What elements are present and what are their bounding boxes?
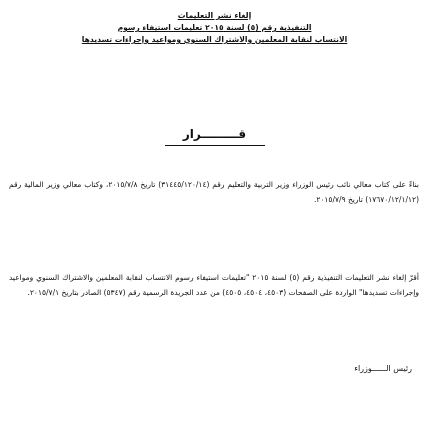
title-underline — [165, 145, 265, 146]
document-header — [8, 10, 421, 46]
preamble-paragraph: بناءً على كتاب معالي نائب رئيس الوزراء وزير التربية والتعليم رقم (٣١٤٤٥/١٢٠/١٤) تاريخ ٢٠١٥/٧/٨، وكتاب معالي وزير المالية رقم (١٧٦٧٠/١٢/١/١٢) تاريخ ٢٠١٥/٧/٩. — [9, 179, 419, 204]
decision-paragraph: أقرّ إلغاء نشر التعليمات التنفيذية رقم (٥) لسنة ٢٠١٥ "تعليمات استيفاء رسوم الانتساب لنقابة المعلمين والاشتراك السنوي ومواعيد وإجراءات تسديدها" الواردة على الصفحات (٤٥٠٣، ٤٥٠٤، ٤٥٠٥) من عدد الجريدة الرسمية رقم (٥٣٤٧) الصادر بتاريخ ٢٠١٥/٧/١. — [9, 272, 419, 297]
header-subtitle: التنفيذية رقم (٥) لسنة ٢٠١٥ تعليمات استيفاء رسوم — [117, 23, 312, 32]
signature-line: رئيس الــــــوزراء — [354, 364, 412, 373]
header-subject: الانتساب لنقابة المعلمين والاشتراك السنوي ومواعيد وإجراءات تسديدها — [81, 35, 348, 44]
decision-title: قـــــــــرار — [182, 127, 247, 141]
header-title: إلغاء نشر التعليمات — [177, 11, 252, 20]
